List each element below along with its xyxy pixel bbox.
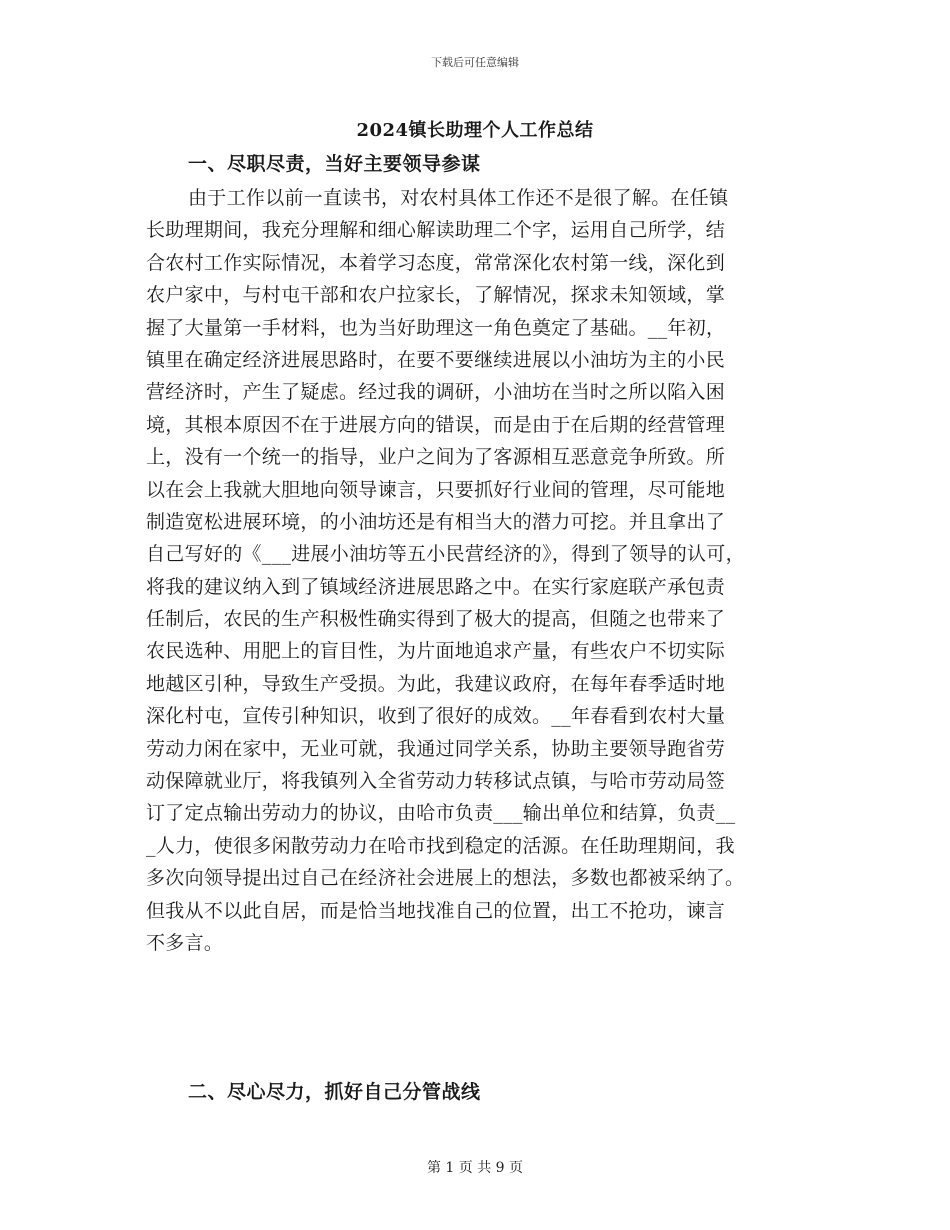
body-line: 任制后，农民的生产积极性确实得到了极大的提高，但随之也带来了 <box>146 608 726 631</box>
body-line: 劳动力闲在家中，无业可就，我通过同学关系，协助主要领导跑省劳 <box>146 737 726 760</box>
body-line: 制造宽松进展环境，的小油坊还是有相当大的潜力可挖。并且拿出了 <box>146 510 726 533</box>
document-title: 2024镇长助理个人工作总结 <box>356 120 594 141</box>
body-line: 自己写好的《___进展小油坊等五小民营经济的》，得到了领导的认可， <box>146 543 745 566</box>
body-line: 长助理期间，我充分理解和细心解读助理二个字，运用自己所学，结 <box>146 219 726 242</box>
body-line: 由于工作以前一直读书，对农村具体工作还不是很了解。在任镇 <box>188 187 729 209</box>
body-line: 但我从不以此自居，而是恰当地找准自己的位置，出工不抢功，谏言 <box>146 899 726 922</box>
body-line: 动保障就业厅，将我镇列入全省劳动力转移试点镇，与哈市劳动局签 <box>146 770 726 793</box>
body-line: 深化村屯，宣传引种知识，收到了很好的成效。__年春看到农村大量 <box>146 705 726 728</box>
body-line: 农民选种、用肥上的盲目性，为片面地追求产量，有些农户不切实际 <box>146 640 726 663</box>
body-line: 营经济时，产生了疑虑。经过我的调研，小油坊在当时之所以陷入困 <box>146 381 726 404</box>
body-line: 上，没有一个统一的指导，业户之间为了客源相互恶意竞争所致。所 <box>146 446 726 469</box>
body-line: 镇里在确定经济进展思路时，在要不要继续进展以小油坊为主的小民 <box>146 348 726 371</box>
body-line: 地越区引种，导致生产受损。为此，我建议政府，在每年春季适时地 <box>146 672 726 695</box>
body-line: 以在会上我就大胆地向领导谏言，只要抓好行业间的管理，尽可能地 <box>146 478 726 501</box>
body-line: 农户家中，与村屯干部和农户拉家长，了解情况，探求未知领域，掌 <box>146 284 726 307</box>
section-2-heading: 二、尽心尽力，抓好自己分管战线 <box>188 1081 481 1103</box>
body-line: 多次向领导提出过自己在经济社会进展上的想法，多数也都被采纳了。 <box>146 867 745 890</box>
body-line: 境，其根本原因不在于进展方向的错误，而是由于在后期的经营管理 <box>146 413 726 436</box>
body-line: 将我的建议纳入到了镇域经济进展思路之中。在实行家庭联产承包责 <box>146 575 726 598</box>
section-1-heading: 一、尽职尽责，当好主要领导参谋 <box>188 153 481 175</box>
body-line: 订了定点输出劳动力的协议，由哈市负责___输出单位和结算，负责__ <box>146 802 736 825</box>
header-note: 下载后可任意编辑 <box>431 56 519 69</box>
body-line: 握了大量第一手材料，也为当好助理这一角色奠定了基础。__年初， <box>146 316 726 339</box>
section-1-body <box>146 182 826 959</box>
page-footer: 第 1 页 共 9 页 <box>426 1160 524 1176</box>
body-line: 合农村工作实际情况，本着学习态度，常常深化农村第一线，深化到 <box>146 251 726 274</box>
body-line: 不多言。 <box>146 931 224 954</box>
body-line: _人力，使很多闲散劳动力在哈市找到稳定的活源。在任助理期间，我 <box>146 834 735 857</box>
